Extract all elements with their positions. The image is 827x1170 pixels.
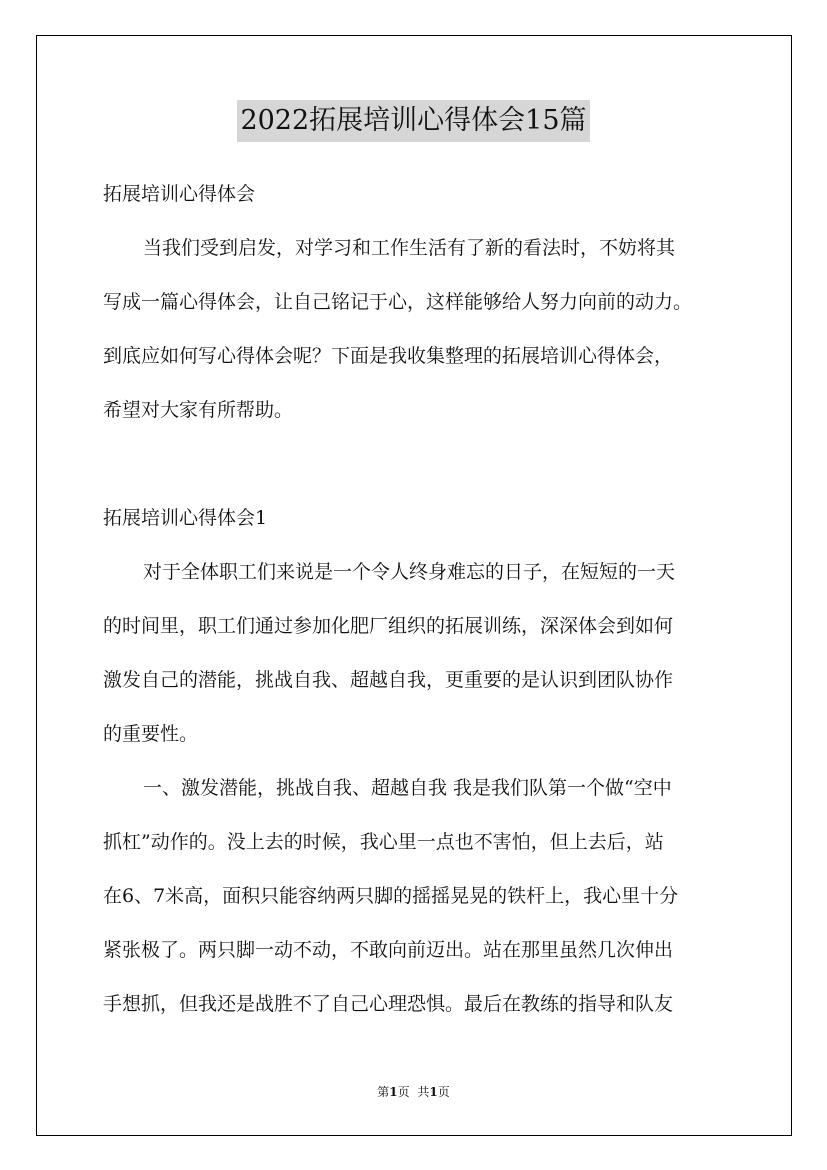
paragraph-line: 在6、7米高，面积只能容纳两只脚的摇摇晃晃的铁杆上，我心里十分: [103, 885, 679, 907]
intro-line: 当我们受到启发，对学习和工作生活有了新的看法时，不妨将其: [143, 237, 676, 259]
document-title: 2022拓展培训心得体会15篇: [237, 100, 589, 142]
paragraph-line: 的重要性。: [103, 723, 199, 745]
paragraph-line: 抓杠”动作的。没上去的时候，我心里一点也不害怕，但上去后，站: [103, 831, 664, 853]
footer-total-prefix: 共: [417, 1085, 430, 1099]
section-heading-intro: 拓展培训心得体会: [103, 183, 256, 205]
footer-page-mid: 页: [397, 1085, 410, 1099]
paragraph-line: 激发自己的潜能，挑战自我、超越自我，更重要的是认识到团队协作: [103, 669, 674, 691]
paragraph-line: 一、激发潜能，挑战自我、超越自我 我是我们队第一个做“空中: [143, 777, 672, 799]
intro-line: 到底应如何写心得体会呢？下面是我收集整理的拓展培训心得体会，: [103, 345, 674, 367]
footer-page-current: 1: [389, 1085, 398, 1099]
footer-total-suffix: 页: [437, 1085, 450, 1099]
paragraph-line: 对于全体职工们来说是一个令人终身难忘的日子，在短短的一天: [143, 561, 676, 583]
section-heading-1: 拓展培训心得体会1: [103, 507, 268, 529]
footer-page-prefix: 第: [377, 1085, 390, 1099]
intro-line: 希望对大家有所帮助。: [103, 399, 294, 421]
document-title-block: [0, 100, 827, 142]
intro-line: 写成一篇心得体会，让自己铭记于心，这样能够给人努力向前的动力。: [103, 291, 693, 313]
footer-page-total: 1: [429, 1085, 438, 1099]
paragraph-line: 手想抓，但我还是战胜不了自己心理恐惧。最后在教练的指导和队友: [103, 993, 674, 1015]
paragraph-line: 的时间里，职工们通过参加化肥厂组织的拓展训练，深深体会到如何: [103, 615, 674, 637]
paragraph-line: 紧张极了。两只脚一动不动，不敢向前迈出。站在那里虽然几次伸出: [103, 939, 674, 961]
page-footer: [0, 1084, 827, 1100]
